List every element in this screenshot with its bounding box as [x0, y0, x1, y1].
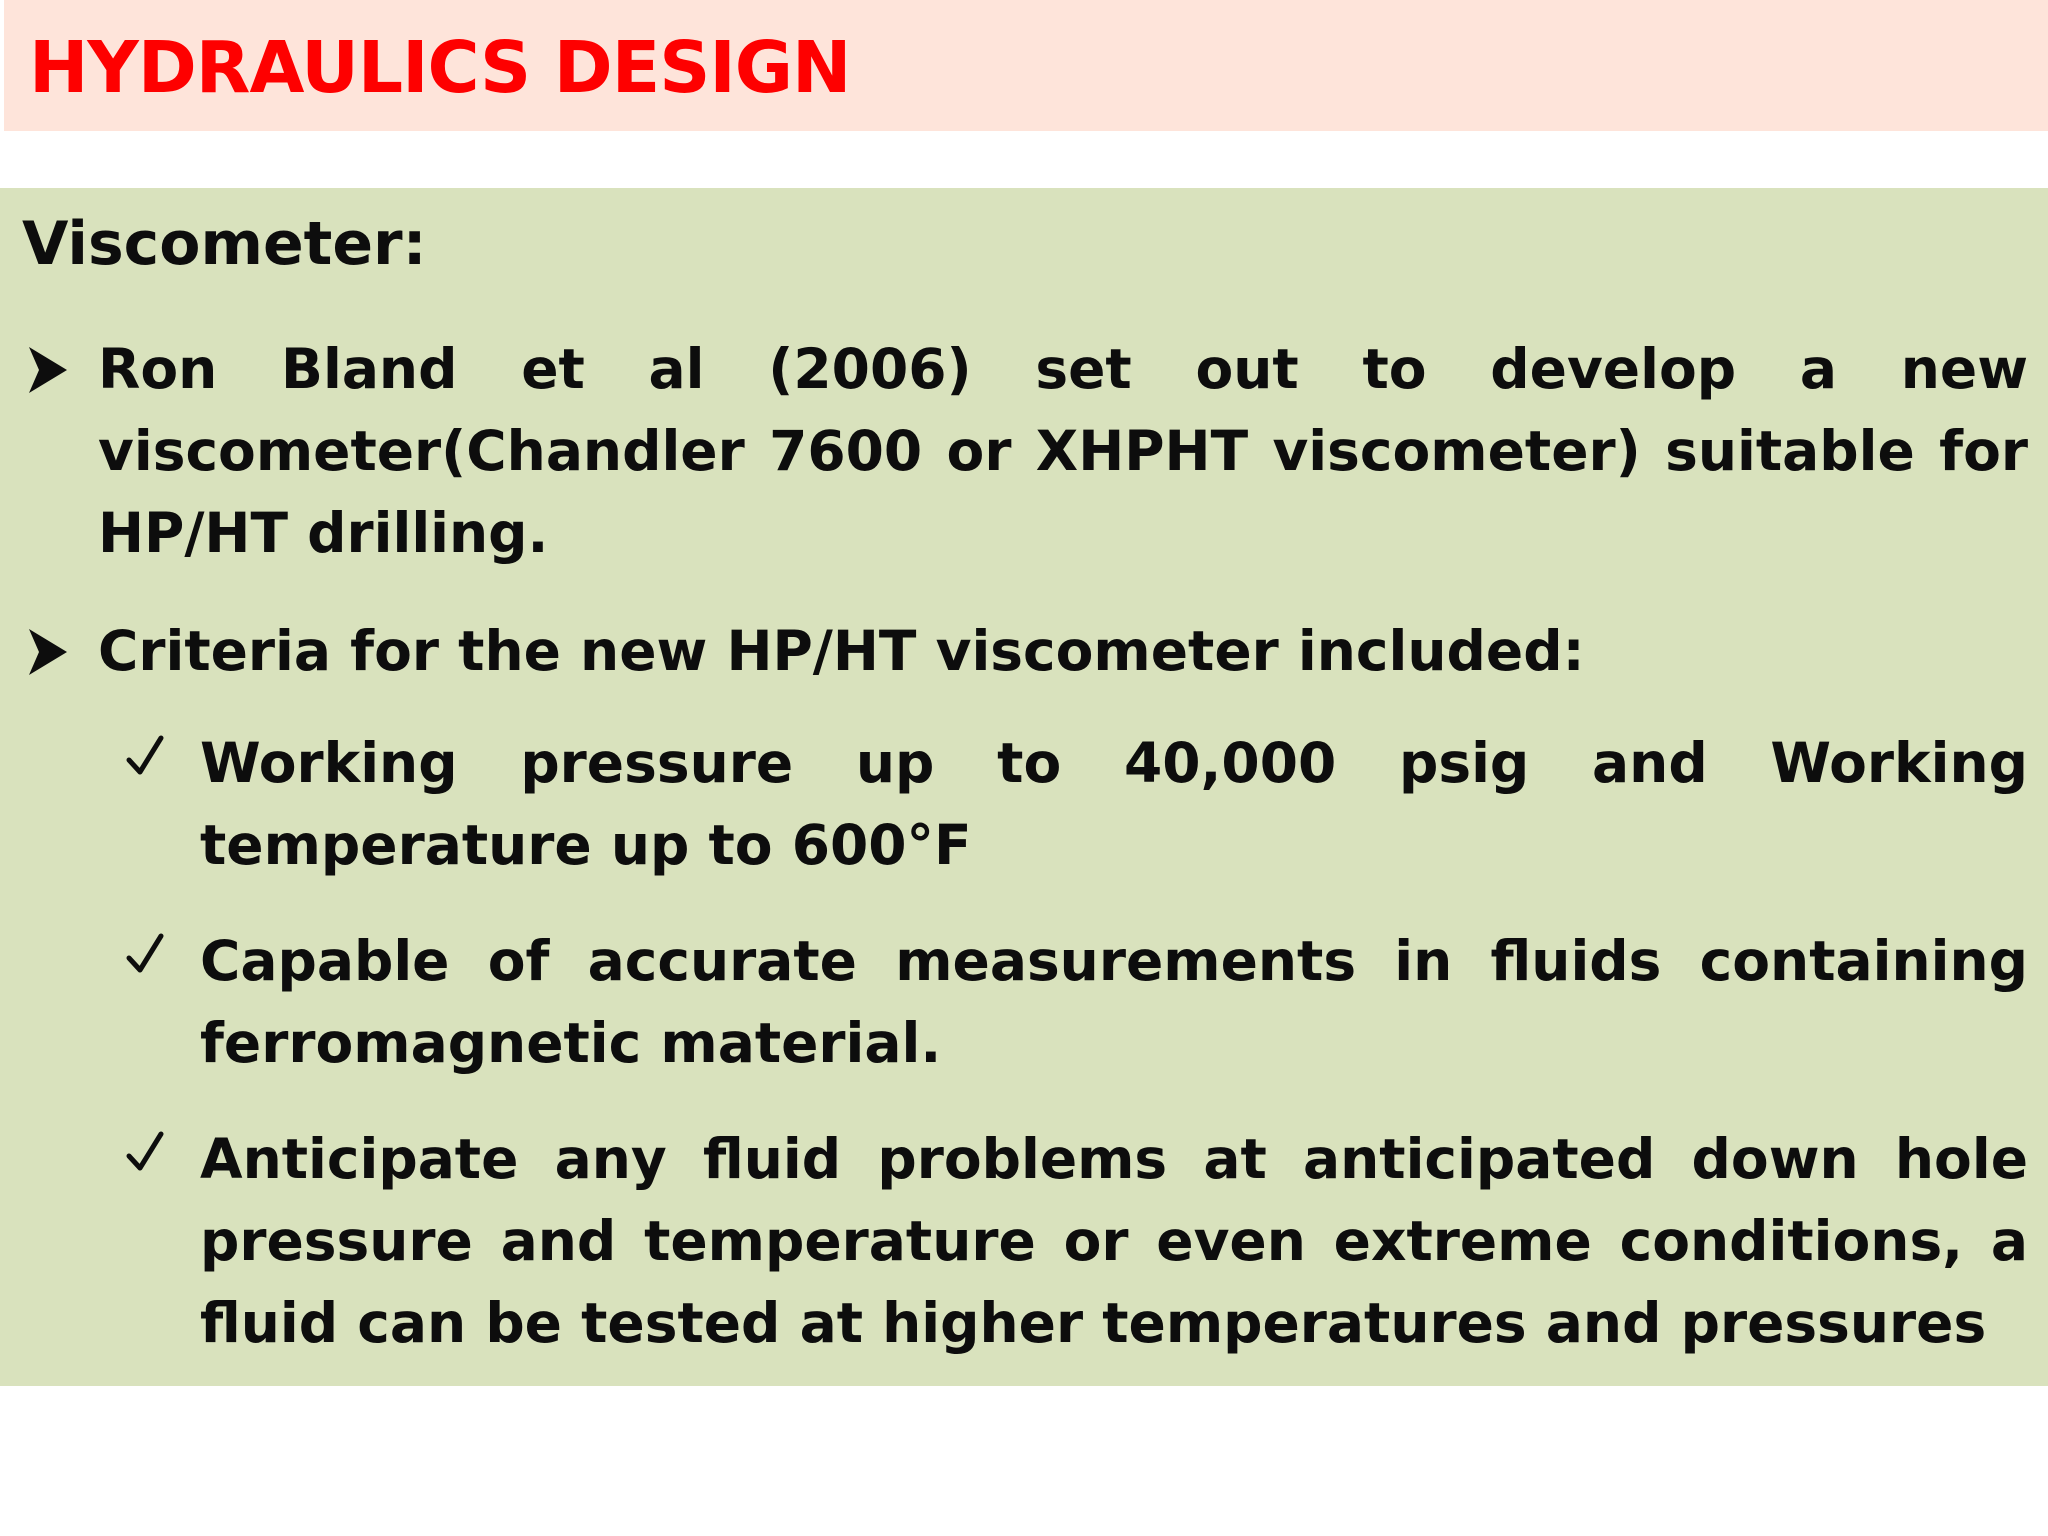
arrow-bullet-icon	[26, 344, 70, 396]
content-panel	[0, 188, 2048, 1386]
check-icon	[126, 1130, 164, 1174]
bullet-item-2: Criteria for the new HP/HT viscometer included:	[98, 619, 1585, 683]
bullet-item-1: Ron Bland et al (2006) set out to develop a new viscometer(Chandler 7600 or XHPHT viscometer) suitable for HP/HT drilling.	[98, 337, 2028, 565]
sub-bullet-item-3: Anticipate any fluid problems at anticipated down hole pressure and temperature or even extreme conditions, a fluid can be tested at higher temperatures and pressures	[200, 1127, 2028, 1355]
sub-bullet-item-1: Working pressure up to 40,000 psig and Working temperature up to 600°F	[200, 731, 2028, 877]
arrow-bullet-icon	[26, 626, 70, 678]
title-banner	[4, 0, 2048, 131]
check-icon	[126, 932, 164, 976]
sub-bullet-item-2: Capable of accurate measurements in fluids containing ferromagnetic material.	[200, 929, 2028, 1075]
section-heading: Viscometer:	[22, 209, 427, 279]
slide-title: HYDRAULICS DESIGN	[29, 26, 851, 109]
check-icon	[126, 734, 164, 778]
